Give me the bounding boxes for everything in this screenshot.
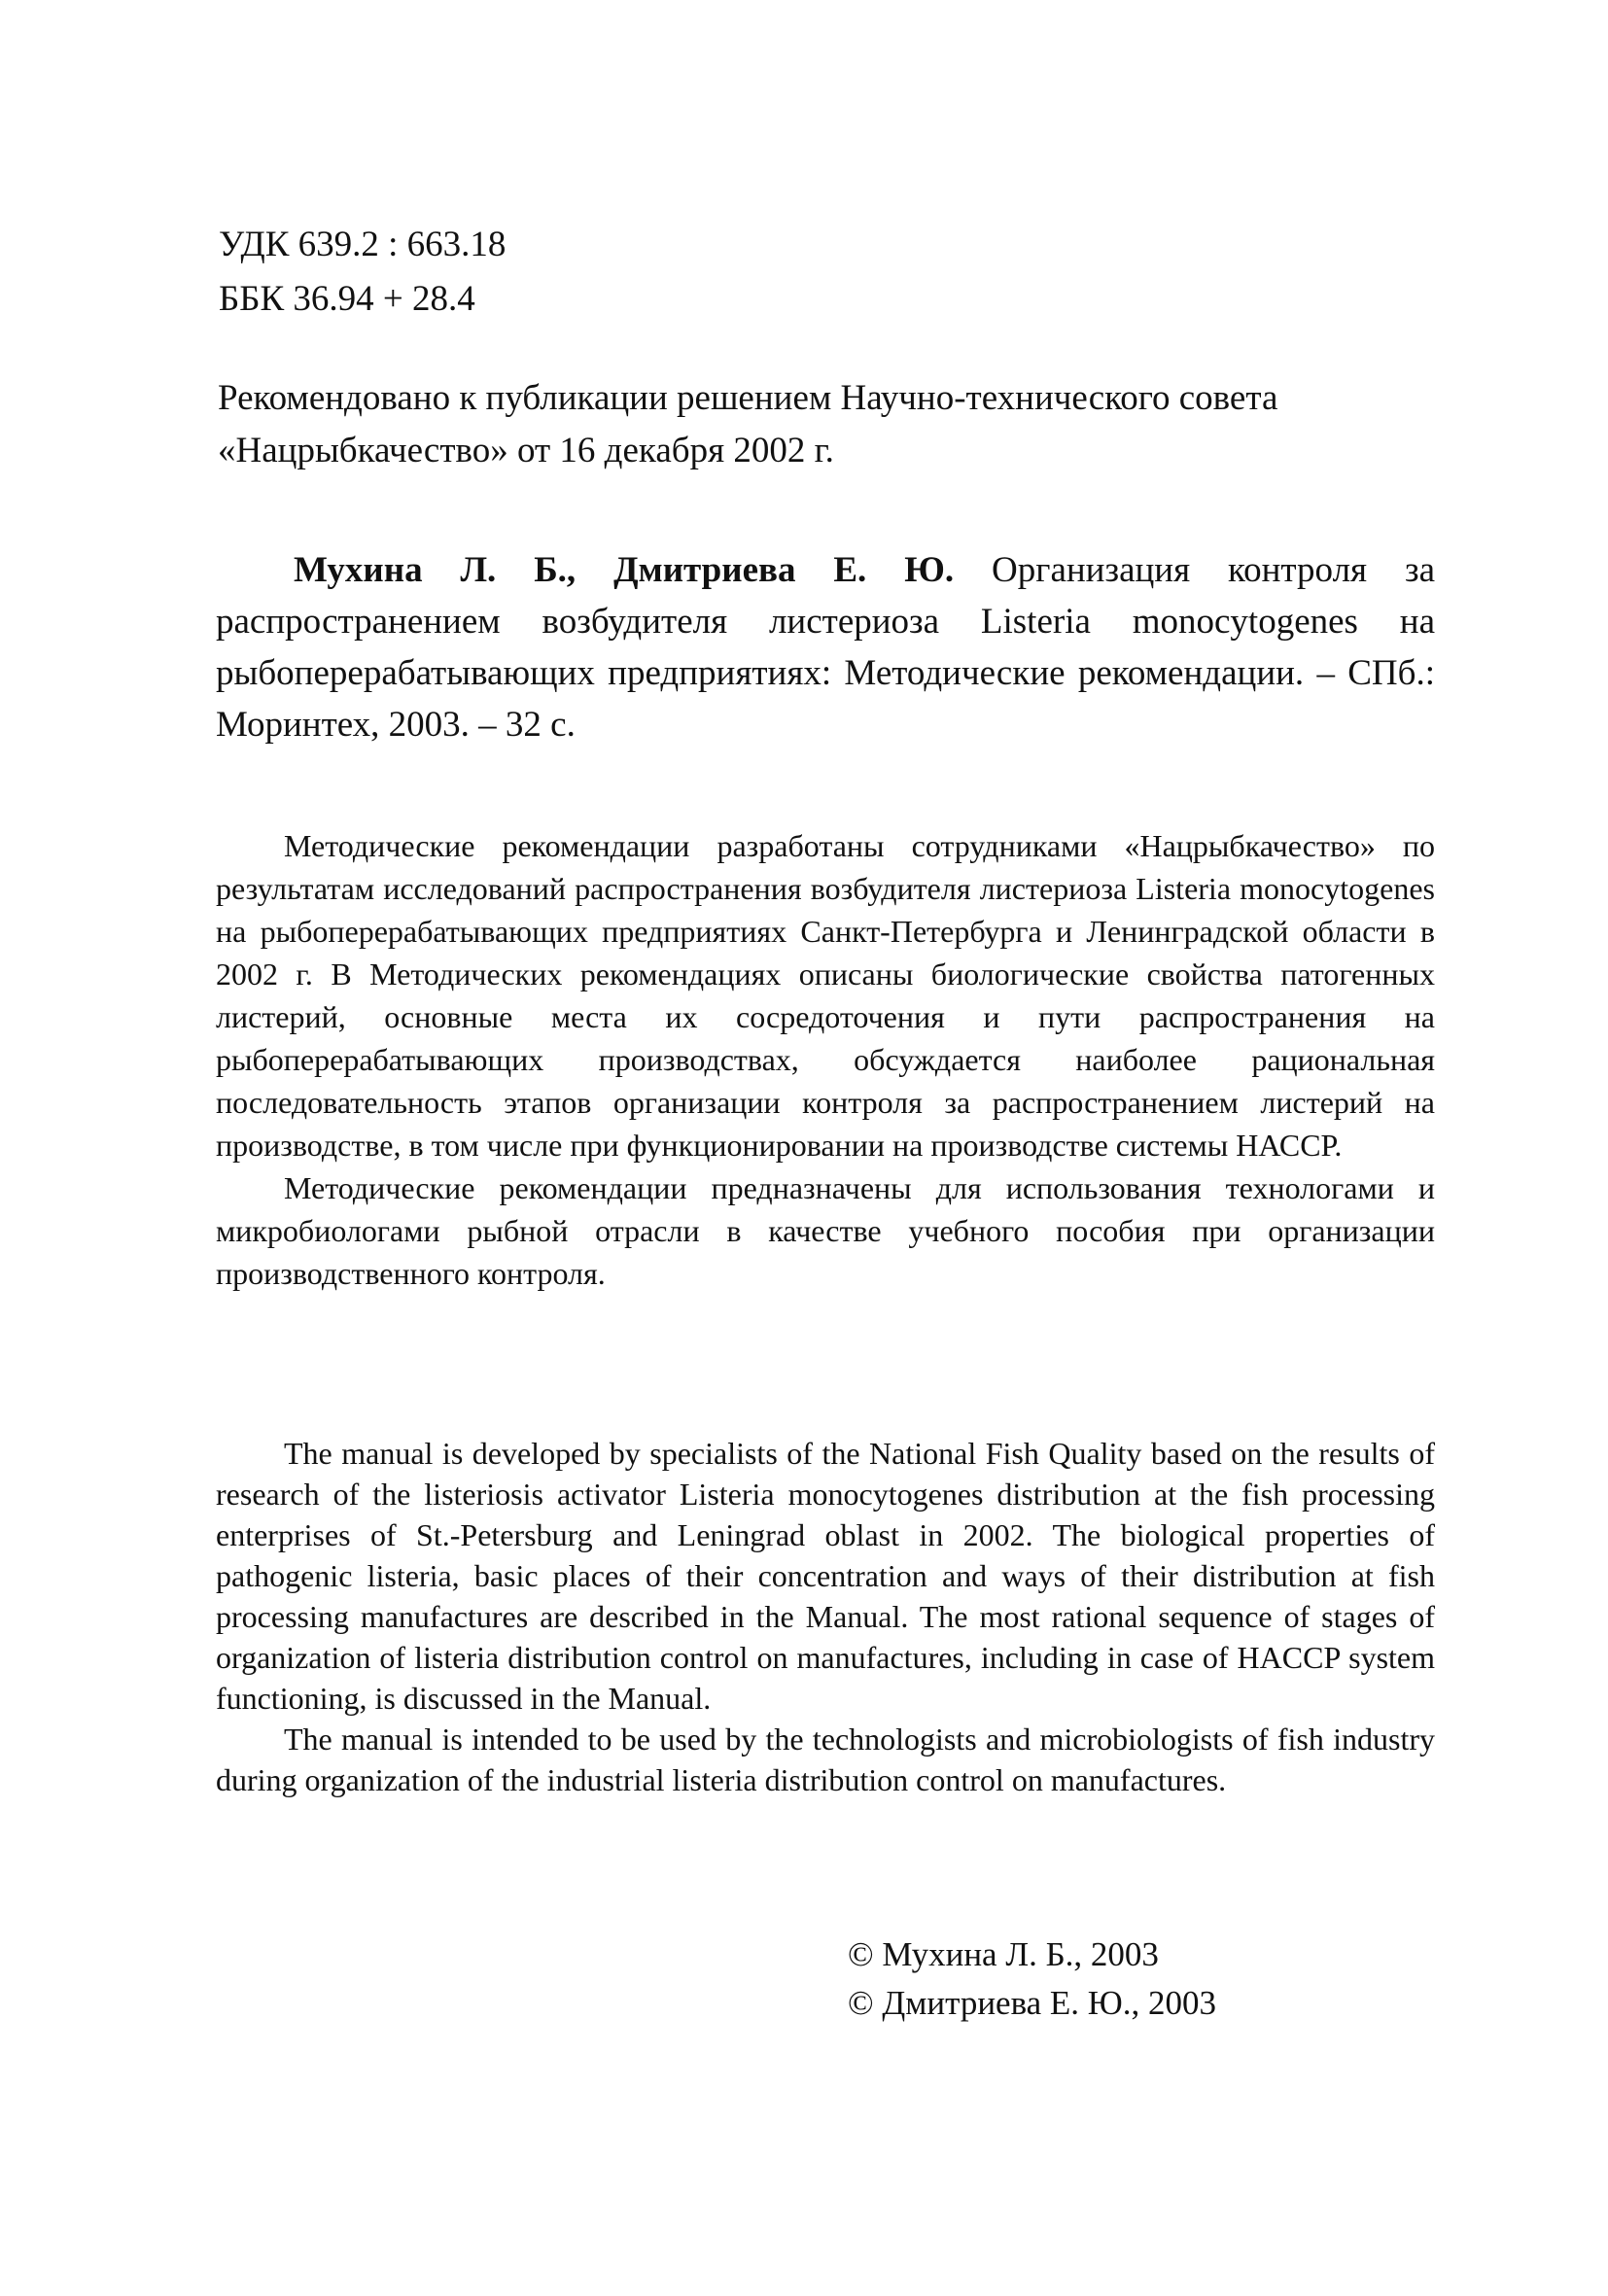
citation-text: Организация контроля за распространением возбудителя листериоза Listeria monocytogenes на рыбоперерабатывающих предприятиях: Методические рекомендации. – СПб.: Моринтех, 2003. – 32 с. [216, 550, 1435, 745]
abstract-ru-paragraph-2: Методические рекомендации предназначены для использования технологами и микробиологами рыбной отрасли в качестве учебного пособия при организации производственного контроля. [216, 1170, 1435, 1291]
publication-recommendation [218, 372, 1433, 477]
abstract-english [216, 1433, 1435, 1800]
recommendation-line-2: «Нацрыбкачество» от 16 декабря 2002 г. [218, 431, 834, 470]
copyright-notice [848, 1931, 1216, 2028]
abstract-russian [216, 824, 1435, 1295]
udk-code: УДК 639.2 : 663.18 [219, 225, 507, 264]
bbk-code: ББК 36.94 + 28.4 [219, 279, 475, 319]
copyright-line-1: © Мухина Л. Б., 2003 [848, 1935, 1159, 1973]
classification-codes [219, 218, 506, 327]
abstract-en-paragraph-2: The manual is intended to be used by the technologists and microbiologists of fish industry during organization of the industrial listeria distribution control on manufactures. [216, 1722, 1435, 1797]
bibliographic-citation [216, 544, 1435, 750]
recommendation-line-1: Рекомендовано к публикации решением Научно-технического совета [218, 378, 1278, 418]
copyright-line-2: © Дмитриева Е. Ю., 2003 [848, 1984, 1217, 2022]
abstract-en-paragraph-1: The manual is developed by specialists of the National Fish Quality based on the results of research of the listeriosis activator Listeria monocytogenes distribution at the fish processing enterprises of St.-Petersburg and Leningrad oblast in 2002. The biological properties of pathogenic listeria, basic places of their concentration and ways of their distribution at fish processing manufactures are described in the Manual. The most rational sequence of stages of organization of listeria distribution control on manufactures, including in case of HACCP system functioning, is discussed in the Manual. [216, 1436, 1435, 1716]
abstract-ru-paragraph-1: Методические рекомендации разработаны сотрудниками «Нацрыбкачество» по результатам исследований распространения возбудителя листериоза Listeria monocytogenes на рыбоперерабатывающих предприятиях Санкт-Петербурга и Ленинградской области в 2002 г. В Методических рекомендациях описаны биологические свойства патогенных листерий, основные места их сосредоточения и пути распространения на рыбоперерабатывающих производствах, обсуждается наиболее рациональная последовательность этапов организации контроля за распространением листерий на производстве, в том числе при функционировании на производстве системы НАССР. [216, 828, 1435, 1163]
citation-authors: Мухина Л. Б., Дмитриева Е. Ю. [294, 550, 955, 590]
